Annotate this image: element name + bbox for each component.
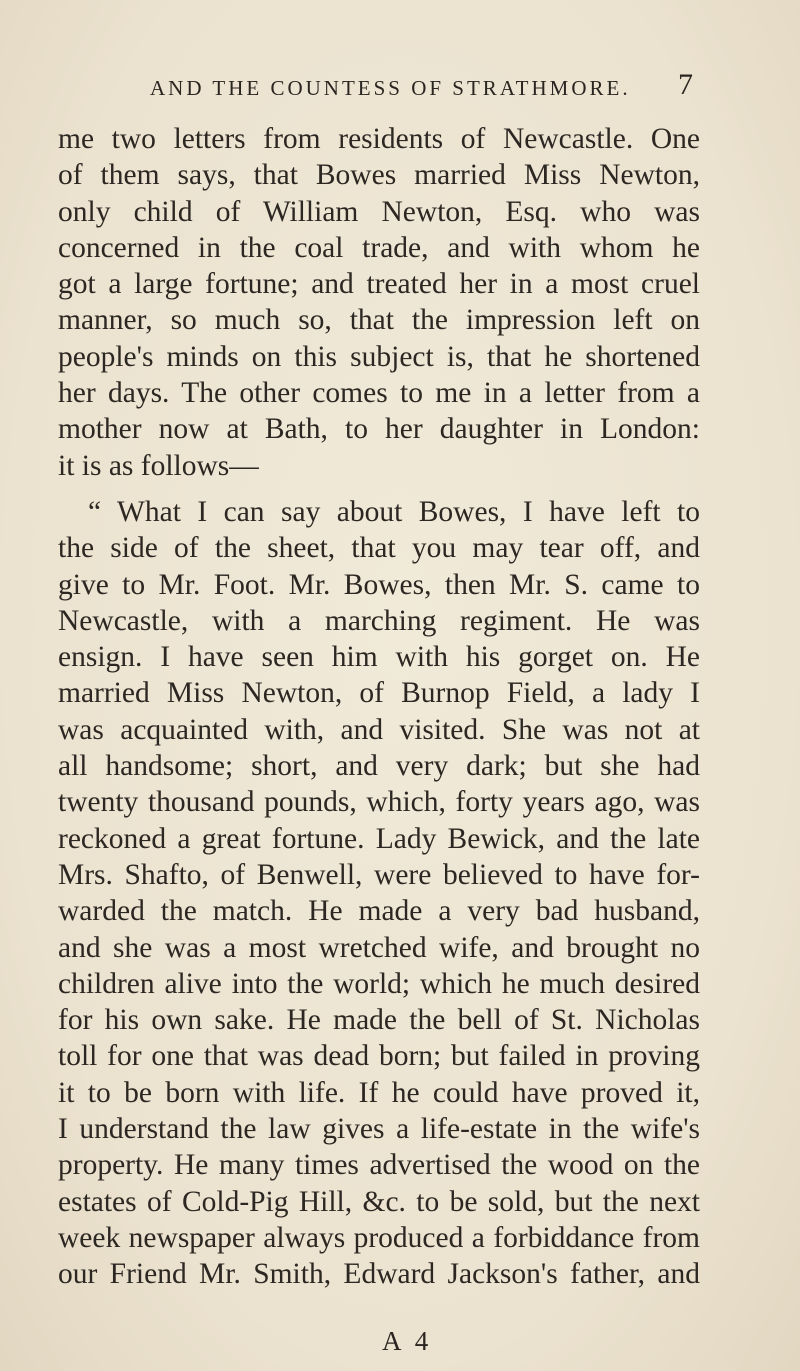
text-line: reckoned a great fortune. Lady Bewick, and the late	[58, 822, 700, 855]
text-line: married Miss Newton, of Burnop Field, a lady I	[58, 677, 700, 710]
text-line: of them says, that Bowes married Miss Newton,	[58, 159, 700, 192]
text-line: twenty thousand pounds, which, forty years ago, was	[58, 786, 700, 819]
page-number: 7	[678, 68, 693, 101]
text-line: it is as follows—	[58, 449, 259, 482]
text-line: mother now at Bath, to her daughter in London:	[58, 413, 700, 446]
text-line: only child of William Newton, Esq. who was	[58, 195, 700, 228]
text-line: children alive into the world; which he much desired	[58, 967, 700, 1000]
text-line: for his own sake. He made the bell of St. Nicholas	[58, 1004, 700, 1037]
text-line: Newcastle, with a marching regiment. He was	[58, 604, 700, 637]
text-line: the side of the sheet, that you may tear off, and	[58, 532, 700, 565]
text-line: toll for one that was dead born; but failed in proving	[58, 1040, 700, 1073]
text-line: and she was a most wretched wife, and brought no	[58, 931, 700, 964]
text-line: people's minds on this subject is, that he shortened	[58, 340, 700, 373]
running-title: AND THE COUNTESS OF STRATHMORE.	[150, 76, 631, 100]
text-line: got a large fortune; and treated her in a most cruel	[58, 268, 700, 301]
text-line: I understand the law gives a life-estate in the wife's	[58, 1113, 700, 1146]
text-line: Mrs. Shafto, of Benwell, were believed to have for-	[58, 858, 700, 891]
text-line: give to Mr. Foot. Mr. Bowes, then Mr. S. came to	[58, 568, 700, 601]
text-line: estates of Cold-Pig Hill, &c. to be sold, but the next	[58, 1185, 700, 1218]
text-line: concerned in the coal trade, and with whom he	[58, 231, 700, 264]
text-line: it to be born with life. If he could have proved it,	[58, 1076, 700, 1109]
text-line: property. He many times advertised the wood on the	[58, 1149, 700, 1182]
text-line: her days. The other comes to me in a letter from a	[58, 377, 700, 410]
text-line: manner, so much so, that the impression left on	[58, 304, 700, 337]
text-line: our Friend Mr. Smith, Edward Jackson's father, and	[58, 1258, 700, 1291]
paragraph-2-quoted-letter	[58, 494, 700, 1293]
signature-mark: A 4	[382, 1326, 433, 1356]
text-line: “ What I can say about Bowes, I have left to	[88, 496, 700, 528]
paragraph-1	[58, 121, 700, 484]
text-line: all handsome; short, and very dark; but she had	[58, 750, 700, 783]
text-line: week newspaper always produced a forbiddance from	[58, 1221, 700, 1254]
text-line: ensign. I have seen him with his gorget on. He	[58, 641, 700, 674]
text-line: warded the match. He made a very bad husband,	[58, 895, 700, 928]
text-line: was acquainted with, and visited. She was not at	[58, 713, 700, 746]
text-line: me two letters from residents of Newcastle. One	[58, 123, 700, 155]
